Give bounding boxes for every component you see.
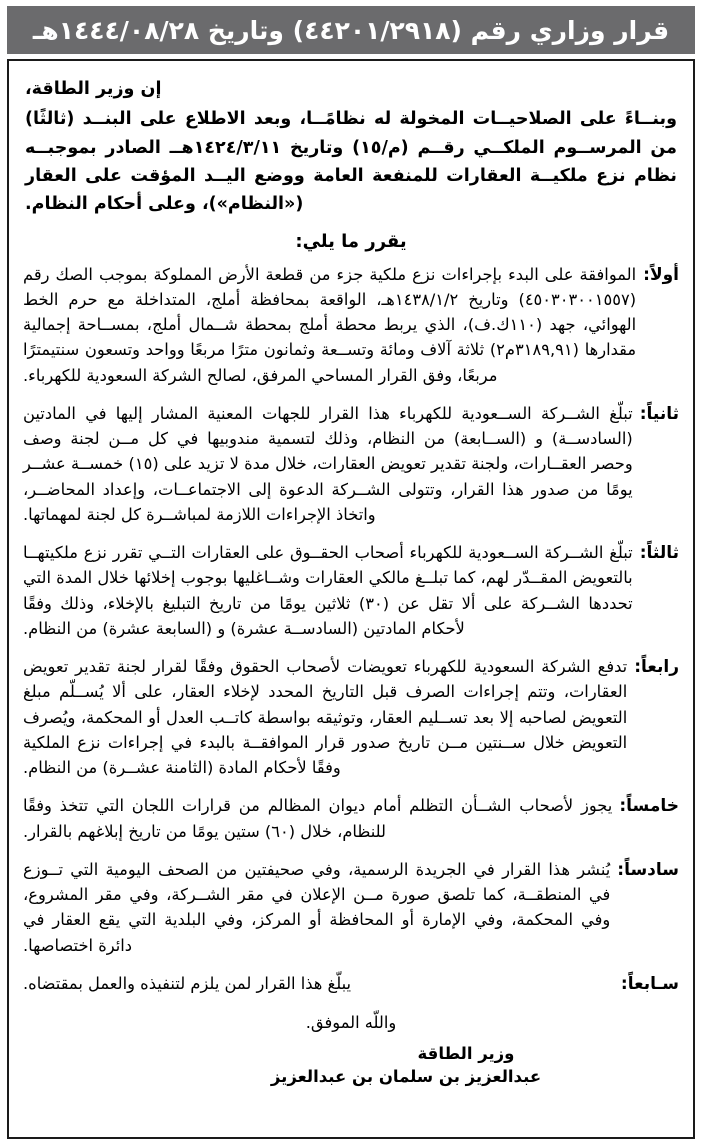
preamble-paragraph: وبنــاءً على الصلاحيــات المخولة له نظامًــا، وبعد الاطلاع على البنــد (ثالثًا) من المرســوم الملكــي رقــم (م/١٥) وتاريخ ١٤٢٤/٣/١١هــ الصادر بموجبــه نظام نزع ملكيــة العقارات للمنفعة العامة ووضع اليــد المؤقت على العقار («النظام»)، وعلى أحكام النظام. [25, 109, 678, 215]
clause-text: تبلّغ الشــركة الســعودية للكهرباء أصحاب الحقــوق على العقارات التــي تقرر نزع ملكيتهــا بالتعويض المقــدّر لهم، كما تبلــغ مالكي العقارات وشــاغليها بوجوب إخلائها خلال المدة التي تحددها الشــركة على ألا تقل عن (٣٠) ثلاثين يومًا من تاريخ التبليغ بالإخلاء، وذلك وفقًا لأحكام المادتين (السادســة عشرة) و (السابعة عشرة) من النظام. [23, 543, 633, 638]
clause-label: خامساً: [619, 796, 679, 817]
clause-label: سادساً: [617, 859, 679, 880]
clause-label: ثانياً: [639, 403, 679, 424]
document-header-title: قرار وزاري رقم (٤٤٢٠١/٢٩١٨) وتاريخ ١٤٤٤/٠٨/٢٨هـ [32, 15, 670, 45]
signatory-name: عبدالعزيز بن سلمان بن عبدالعزيز [270, 1066, 542, 1086]
clause-label: رابعاً: [634, 657, 679, 678]
clause-item [23, 401, 679, 527]
clause-item [23, 540, 679, 641]
clause-text: الموافقة على البدء بإجراءات نزع ملكية جزء من قطعة الأرض المملوكة بموجب الصك رقم (٤٥٠٣٠٣٠٠١٥٥٧) وتاريخ ١٤٣٨/١/٢هـ، الواقعة بمحافظة أملج، المتداخلة مع حرم الخط الهوائي، جهد (١١٠ك.ف)، الذي يربط محطة أملج بمحطة شــمال أملج، بمســاحة إجمالية مقدارها (٣١٨٩,٩١م٢) ثلاثة آلاف ومائة وتســعة وثمانون مترًا مربعًا وواحد وتسعون سنتيمترًا مربعًا، وفق القرار المساحي المرفق، لصالح الشركة السعودية للكهرباء. [23, 264, 637, 385]
clause-label: أولاً: [643, 264, 679, 285]
signature-block [23, 1044, 679, 1086]
document-body-frame [7, 61, 695, 1139]
clause-item [23, 793, 679, 844]
closing-invocation: واللّه الموفق. [305, 1013, 397, 1033]
clause-text: يجوز لأصحاب الشــأن التظلم أمام ديوان المظالم من قرارات اللجان التي تتخذ وفقًا للنظام، خلال (٦٠) ستين يومًا من تاريخ إبلاغهم بالقرار. [23, 796, 613, 841]
clause-item [23, 262, 679, 388]
clause-label: ثالثاً: [639, 543, 679, 564]
clause-text: يبلّغ هذا القرار لمن يلزم لتنفيذه والعمل بمقتضاه. [23, 973, 352, 993]
clause-item [23, 654, 679, 780]
clause-text: تدفع الشركة السعودية للكهرباء تعويضات لأصحاب الحقوق وفقًا لقرار لجنة تقدير تعويض العقارات، وتتم إجراءات الصرف قبل التاريخ المحدد لإخلاء العقار، على ألا يُســلّم مبلغ التعويض لصاحبه إلا بعد تســليم العقار، وتوثيقه بواسطة كاتــب العدل أو المحكمة، ويُصرف التعويض خلال ســنتين مــن تاريخ صدور قرار الموافقــة بالبدء في إجراءات نزع الملكية وفقًا لأحكام المادة (الثامنة عشــرة) من النظام. [23, 657, 628, 778]
preamble-section [25, 75, 677, 219]
document-header-bar [7, 6, 695, 54]
clause-item [23, 971, 679, 997]
signatory-title: وزير الطاقة [417, 1043, 515, 1063]
clause-text: تبلّغ الشــركة الســعودية للكهرباء هذا القرار للجهات المعنية المشار إليها في المادتين (السادســة) و (الســابعة) من النظام، وذلك لتسمية مندوبيها في كل مــن لجنة وصف وحصر العقــارات، ولجنة تقدير تعويض العقارات، خلال مدة لا تزيد على (١٥) خمســة عشــر يومًا من صدور هذا القرار، وتتولى الشــركة الدعوة إلى الاجتماعــات، وإعداد المحاضــر، واتخاذ الإجراءات اللازمة لمباشــرة كل لجنة لمهماتها. [23, 403, 633, 524]
preamble-lead-line: إن وزير الطاقة، [25, 79, 162, 99]
clause-text: يُنشر هذا القرار في الجريدة الرسمية، وفي صحيفتين من الصحف اليومية التي تــوزع في المنطقــة، كما تلصق صورة مــن الإعلان في مقر الشــركة، وفي مقر المشروع، وفي المحكمة، وفي الإمارة أو المحافظة أو المركز، وفي البلدية التي يقع العقار في دائرة اختصاصها. [23, 859, 611, 955]
clause-label: سـابعاً: [620, 973, 679, 994]
clause-item [23, 857, 679, 958]
decides-heading: يقرر ما يلي: [295, 230, 407, 252]
